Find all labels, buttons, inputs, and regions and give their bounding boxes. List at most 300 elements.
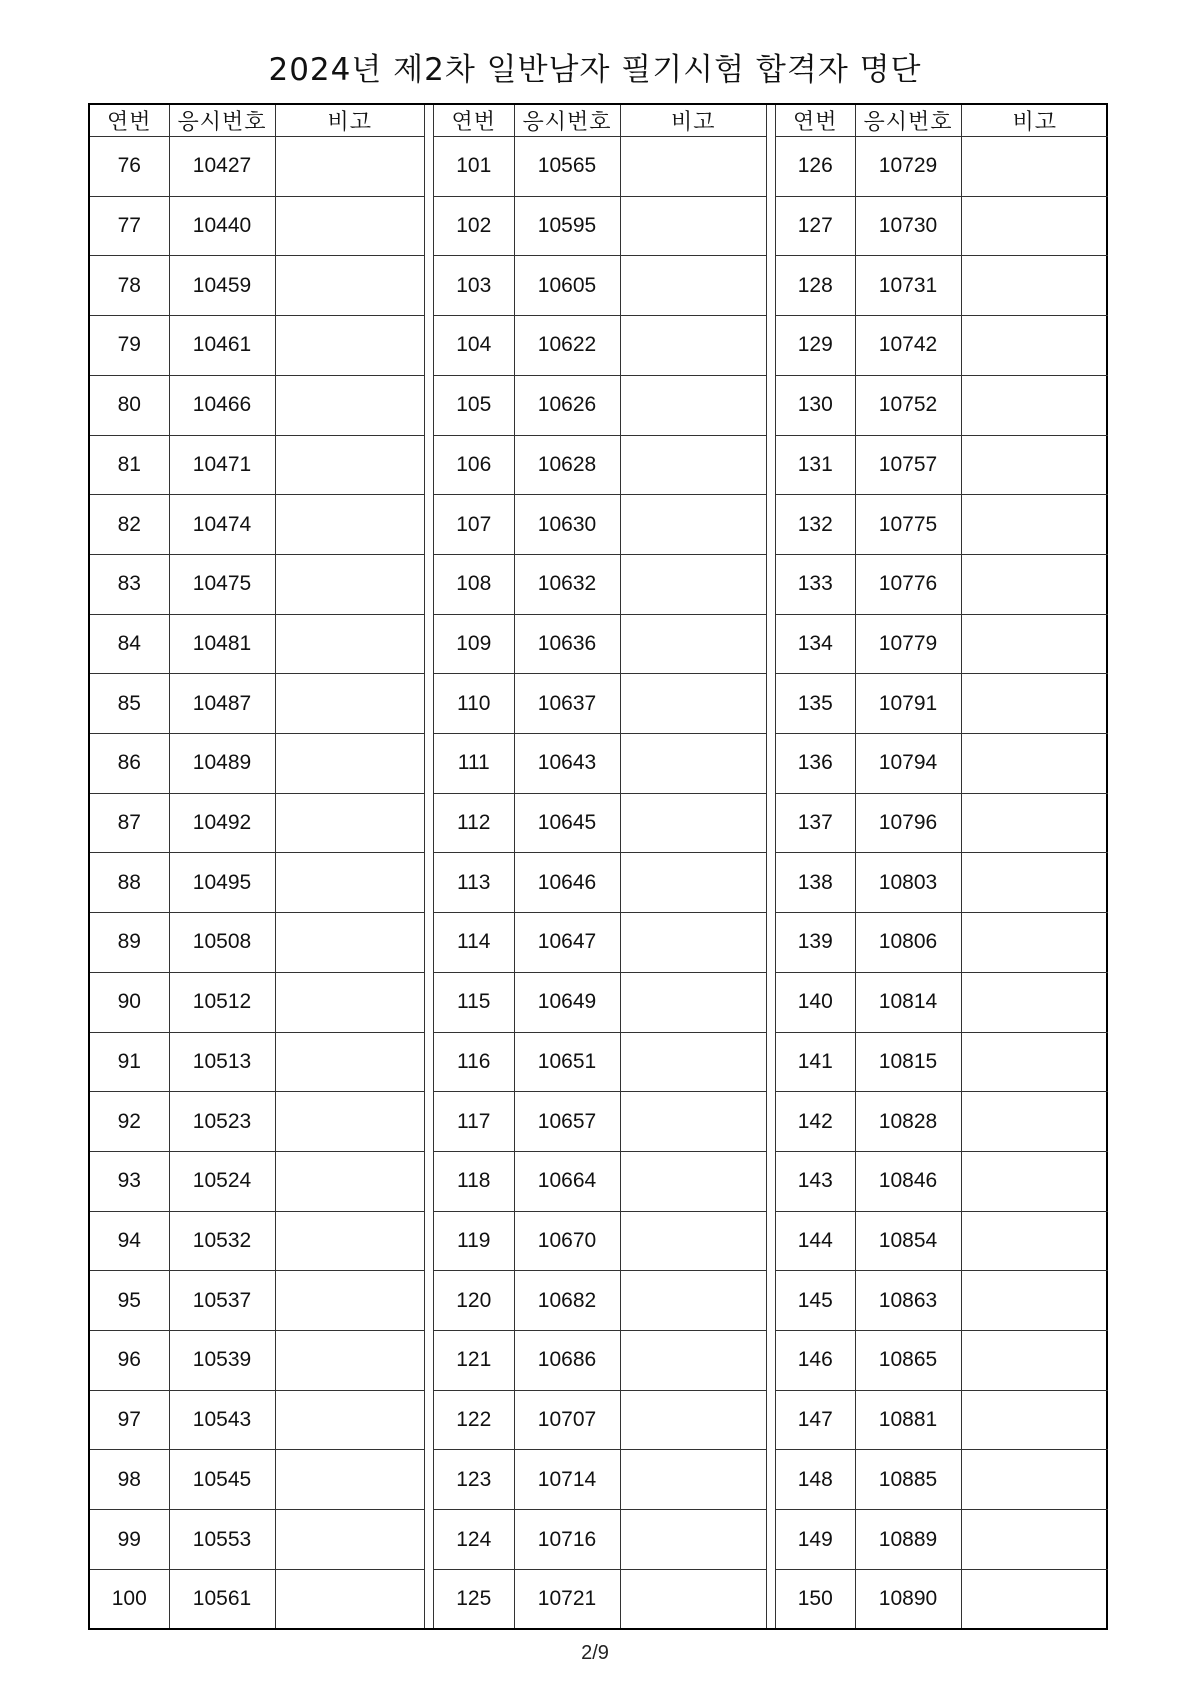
table-row bbox=[434, 256, 766, 316]
seq-cell: 146 bbox=[776, 1331, 855, 1391]
exam-no-cell: 10721 bbox=[514, 1569, 620, 1628]
table-row bbox=[776, 1510, 1108, 1570]
remark-cell bbox=[275, 1569, 424, 1628]
seq-cell: 89 bbox=[90, 913, 169, 973]
exam-no-cell: 10466 bbox=[169, 375, 275, 435]
header-seq: 연번 bbox=[90, 105, 169, 137]
table-body bbox=[90, 137, 424, 1629]
header-exam-no: 응시번호 bbox=[514, 105, 620, 137]
remark-cell bbox=[620, 435, 766, 495]
exam-no-cell: 10492 bbox=[169, 793, 275, 853]
table-block-1 bbox=[90, 105, 424, 1628]
seq-cell: 126 bbox=[776, 137, 855, 197]
exam-no-cell: 10427 bbox=[169, 137, 275, 197]
table-row bbox=[776, 614, 1108, 674]
remark-cell bbox=[620, 793, 766, 853]
remark-cell bbox=[620, 674, 766, 734]
remark-cell bbox=[275, 853, 424, 913]
seq-cell: 123 bbox=[434, 1450, 514, 1510]
seq-cell: 113 bbox=[434, 853, 514, 913]
seq-cell: 88 bbox=[90, 853, 169, 913]
seq-cell: 116 bbox=[434, 1032, 514, 1092]
seq-cell: 90 bbox=[90, 972, 169, 1032]
seq-cell: 138 bbox=[776, 853, 855, 913]
table-row bbox=[90, 435, 424, 495]
exam-no-cell: 10605 bbox=[514, 256, 620, 316]
table-row bbox=[90, 853, 424, 913]
table-row bbox=[434, 316, 766, 376]
exam-no-cell: 10885 bbox=[855, 1450, 961, 1510]
remark-cell bbox=[961, 1390, 1108, 1450]
exam-no-cell: 10636 bbox=[514, 614, 620, 674]
seq-cell: 130 bbox=[776, 375, 855, 435]
table-row bbox=[776, 137, 1108, 197]
exam-no-cell: 10686 bbox=[514, 1331, 620, 1391]
table-row bbox=[776, 316, 1108, 376]
remark-cell bbox=[620, 1390, 766, 1450]
table-row bbox=[776, 435, 1108, 495]
table-row bbox=[434, 435, 766, 495]
header-seq: 연번 bbox=[434, 105, 514, 137]
exam-no-cell: 10481 bbox=[169, 614, 275, 674]
table-row bbox=[90, 674, 424, 734]
exam-no-cell: 10543 bbox=[169, 1390, 275, 1450]
table-row bbox=[434, 1271, 766, 1331]
seq-cell: 135 bbox=[776, 674, 855, 734]
seq-cell: 107 bbox=[434, 495, 514, 555]
table-row bbox=[776, 1390, 1108, 1450]
exam-no-cell: 10779 bbox=[855, 614, 961, 674]
seq-cell: 97 bbox=[90, 1390, 169, 1450]
exam-no-cell: 10881 bbox=[855, 1390, 961, 1450]
table-row bbox=[776, 1271, 1108, 1331]
exam-no-cell: 10553 bbox=[169, 1510, 275, 1570]
exam-no-cell: 10513 bbox=[169, 1032, 275, 1092]
table-row bbox=[90, 734, 424, 794]
seq-cell: 131 bbox=[776, 435, 855, 495]
exam-no-cell: 10524 bbox=[169, 1151, 275, 1211]
table-row bbox=[90, 1092, 424, 1152]
exam-no-cell: 10537 bbox=[169, 1271, 275, 1331]
remark-cell bbox=[275, 375, 424, 435]
remark-cell bbox=[620, 1450, 766, 1510]
header-remark: 비고 bbox=[961, 105, 1108, 137]
seq-cell: 100 bbox=[90, 1569, 169, 1628]
table-row bbox=[90, 1510, 424, 1570]
table-row bbox=[776, 913, 1108, 973]
remark-cell bbox=[275, 1450, 424, 1510]
remark-cell bbox=[961, 1032, 1108, 1092]
exam-no-cell: 10714 bbox=[514, 1450, 620, 1510]
table-block-3 bbox=[776, 105, 1108, 1628]
exam-no-cell: 10707 bbox=[514, 1390, 620, 1450]
seq-cell: 120 bbox=[434, 1271, 514, 1331]
seq-cell: 105 bbox=[434, 375, 514, 435]
exam-no-cell: 10889 bbox=[855, 1510, 961, 1570]
seq-cell: 78 bbox=[90, 256, 169, 316]
remark-cell bbox=[961, 1450, 1108, 1510]
table-row bbox=[434, 793, 766, 853]
remark-cell bbox=[620, 554, 766, 614]
exam-no-cell: 10474 bbox=[169, 495, 275, 555]
remark-cell bbox=[275, 1032, 424, 1092]
table-row bbox=[776, 1151, 1108, 1211]
exam-no-cell: 10649 bbox=[514, 972, 620, 1032]
remark-cell bbox=[961, 137, 1108, 197]
seq-cell: 86 bbox=[90, 734, 169, 794]
exam-no-cell: 10716 bbox=[514, 1510, 620, 1570]
exam-no-cell: 10664 bbox=[514, 1151, 620, 1211]
table-row bbox=[90, 1331, 424, 1391]
remark-cell bbox=[620, 375, 766, 435]
exam-no-cell: 10682 bbox=[514, 1271, 620, 1331]
remark-cell bbox=[961, 435, 1108, 495]
seq-cell: 132 bbox=[776, 495, 855, 555]
exam-no-cell: 10670 bbox=[514, 1211, 620, 1271]
seq-cell: 101 bbox=[434, 137, 514, 197]
exam-no-cell: 10622 bbox=[514, 316, 620, 376]
seq-cell: 145 bbox=[776, 1271, 855, 1331]
exam-no-cell: 10890 bbox=[855, 1569, 961, 1628]
table-row bbox=[434, 913, 766, 973]
page-indicator: 2/9 bbox=[581, 1642, 609, 1664]
table-row bbox=[434, 495, 766, 555]
table-row bbox=[90, 495, 424, 555]
table-row bbox=[434, 137, 766, 197]
seq-cell: 84 bbox=[90, 614, 169, 674]
exam-no-cell: 10757 bbox=[855, 435, 961, 495]
remark-cell bbox=[620, 734, 766, 794]
header-seq: 연번 bbox=[776, 105, 855, 137]
table-row bbox=[434, 734, 766, 794]
exam-no-cell: 10626 bbox=[514, 375, 620, 435]
table-row bbox=[90, 375, 424, 435]
seq-cell: 96 bbox=[90, 1331, 169, 1391]
seq-cell: 121 bbox=[434, 1331, 514, 1391]
remark-cell bbox=[275, 972, 424, 1032]
table-row bbox=[776, 375, 1108, 435]
seq-cell: 77 bbox=[90, 196, 169, 256]
exam-no-cell: 10632 bbox=[514, 554, 620, 614]
table-row bbox=[434, 1569, 766, 1628]
table-row bbox=[776, 1450, 1108, 1510]
remark-cell bbox=[620, 1271, 766, 1331]
table-row bbox=[90, 1271, 424, 1331]
table-row bbox=[434, 1331, 766, 1391]
exam-no-cell: 10775 bbox=[855, 495, 961, 555]
seq-cell: 118 bbox=[434, 1151, 514, 1211]
remark-cell bbox=[275, 256, 424, 316]
remark-cell bbox=[620, 1569, 766, 1628]
exam-no-cell: 10646 bbox=[514, 853, 620, 913]
remark-cell bbox=[275, 734, 424, 794]
remark-cell bbox=[961, 1151, 1108, 1211]
remark-cell bbox=[961, 1331, 1108, 1391]
seq-cell: 147 bbox=[776, 1390, 855, 1450]
exam-no-cell: 10796 bbox=[855, 793, 961, 853]
exam-no-cell: 10731 bbox=[855, 256, 961, 316]
table-row bbox=[90, 913, 424, 973]
remark-cell bbox=[275, 1092, 424, 1152]
exam-no-cell: 10637 bbox=[514, 674, 620, 734]
remark-cell bbox=[961, 1569, 1108, 1628]
remark-cell bbox=[620, 256, 766, 316]
exam-no-cell: 10539 bbox=[169, 1331, 275, 1391]
header-row bbox=[90, 105, 424, 137]
exam-no-cell: 10512 bbox=[169, 972, 275, 1032]
remark-cell bbox=[620, 1151, 766, 1211]
table-row bbox=[90, 1032, 424, 1092]
seq-cell: 112 bbox=[434, 793, 514, 853]
remark-cell bbox=[961, 793, 1108, 853]
page-title: 2024년 제2차 일반남자 필기시험 합격자 명단 bbox=[268, 52, 922, 88]
seq-cell: 98 bbox=[90, 1450, 169, 1510]
remark-cell bbox=[620, 1092, 766, 1152]
table-row bbox=[90, 614, 424, 674]
exam-no-cell: 10865 bbox=[855, 1331, 961, 1391]
remark-cell bbox=[961, 1271, 1108, 1331]
remark-cell bbox=[275, 316, 424, 376]
table-row bbox=[776, 1032, 1108, 1092]
table-row bbox=[776, 1092, 1108, 1152]
header-remark: 비고 bbox=[620, 105, 766, 137]
exam-no-cell: 10523 bbox=[169, 1092, 275, 1152]
seq-cell: 91 bbox=[90, 1032, 169, 1092]
table-row bbox=[90, 972, 424, 1032]
exam-no-cell: 10647 bbox=[514, 913, 620, 973]
remark-cell bbox=[275, 435, 424, 495]
table-row bbox=[434, 674, 766, 734]
seq-cell: 83 bbox=[90, 554, 169, 614]
table-row bbox=[434, 1510, 766, 1570]
column-divider bbox=[424, 105, 434, 1628]
seq-cell: 81 bbox=[90, 435, 169, 495]
seq-cell: 115 bbox=[434, 972, 514, 1032]
remark-cell bbox=[620, 137, 766, 197]
table-row bbox=[776, 674, 1108, 734]
table-row bbox=[434, 1390, 766, 1450]
exam-no-cell: 10561 bbox=[169, 1569, 275, 1628]
remark-cell bbox=[275, 1390, 424, 1450]
exam-no-cell: 10459 bbox=[169, 256, 275, 316]
header-row bbox=[434, 105, 766, 137]
seq-cell: 140 bbox=[776, 972, 855, 1032]
seq-cell: 109 bbox=[434, 614, 514, 674]
remark-cell bbox=[275, 1151, 424, 1211]
table-row bbox=[776, 853, 1108, 913]
remark-cell bbox=[961, 256, 1108, 316]
results-table bbox=[88, 103, 1108, 1630]
remark-cell bbox=[620, 972, 766, 1032]
remark-cell bbox=[961, 734, 1108, 794]
seq-cell: 111 bbox=[434, 734, 514, 794]
remark-cell bbox=[961, 913, 1108, 973]
seq-cell: 110 bbox=[434, 674, 514, 734]
exam-no-cell: 10794 bbox=[855, 734, 961, 794]
remark-cell bbox=[275, 793, 424, 853]
table-row bbox=[776, 554, 1108, 614]
exam-no-cell: 10657 bbox=[514, 1092, 620, 1152]
seq-cell: 150 bbox=[776, 1569, 855, 1628]
seq-cell: 85 bbox=[90, 674, 169, 734]
exam-no-cell: 10651 bbox=[514, 1032, 620, 1092]
remark-cell bbox=[620, 316, 766, 376]
column-divider bbox=[766, 105, 776, 1628]
seq-cell: 133 bbox=[776, 554, 855, 614]
table-row bbox=[776, 196, 1108, 256]
remark-cell bbox=[961, 554, 1108, 614]
remark-cell bbox=[620, 1331, 766, 1391]
table-row bbox=[434, 196, 766, 256]
table-row bbox=[90, 554, 424, 614]
remark-cell bbox=[275, 554, 424, 614]
remark-cell bbox=[275, 1271, 424, 1331]
table-row bbox=[434, 1092, 766, 1152]
exam-no-cell: 10487 bbox=[169, 674, 275, 734]
seq-cell: 144 bbox=[776, 1211, 855, 1271]
remark-cell bbox=[620, 913, 766, 973]
exam-no-cell: 10565 bbox=[514, 137, 620, 197]
header-row bbox=[776, 105, 1108, 137]
table-row bbox=[434, 375, 766, 435]
seq-cell: 136 bbox=[776, 734, 855, 794]
seq-cell: 127 bbox=[776, 196, 855, 256]
remark-cell bbox=[961, 375, 1108, 435]
exam-no-cell: 10532 bbox=[169, 1211, 275, 1271]
table-row bbox=[90, 1151, 424, 1211]
seq-cell: 148 bbox=[776, 1450, 855, 1510]
table-row bbox=[90, 793, 424, 853]
header-exam-no: 응시번호 bbox=[169, 105, 275, 137]
exam-no-cell: 10628 bbox=[514, 435, 620, 495]
remark-cell bbox=[275, 196, 424, 256]
seq-cell: 129 bbox=[776, 316, 855, 376]
remark-cell bbox=[275, 137, 424, 197]
seq-cell: 94 bbox=[90, 1211, 169, 1271]
seq-cell: 87 bbox=[90, 793, 169, 853]
exam-no-cell: 10854 bbox=[855, 1211, 961, 1271]
seq-cell: 80 bbox=[90, 375, 169, 435]
seq-cell: 141 bbox=[776, 1032, 855, 1092]
remark-cell bbox=[961, 1092, 1108, 1152]
exam-no-cell: 10489 bbox=[169, 734, 275, 794]
exam-no-cell: 10752 bbox=[855, 375, 961, 435]
seq-cell: 142 bbox=[776, 1092, 855, 1152]
seq-cell: 93 bbox=[90, 1151, 169, 1211]
table-row bbox=[776, 793, 1108, 853]
exam-no-cell: 10730 bbox=[855, 196, 961, 256]
seq-cell: 117 bbox=[434, 1092, 514, 1152]
table-row bbox=[434, 853, 766, 913]
remark-cell bbox=[620, 1211, 766, 1271]
exam-no-cell: 10461 bbox=[169, 316, 275, 376]
remark-cell bbox=[961, 674, 1108, 734]
exam-no-cell: 10440 bbox=[169, 196, 275, 256]
table-body bbox=[434, 137, 766, 1629]
seq-cell: 124 bbox=[434, 1510, 514, 1570]
exam-no-cell: 10475 bbox=[169, 554, 275, 614]
seq-cell: 108 bbox=[434, 554, 514, 614]
exam-no-cell: 10815 bbox=[855, 1032, 961, 1092]
seq-cell: 103 bbox=[434, 256, 514, 316]
seq-cell: 122 bbox=[434, 1390, 514, 1450]
header-exam-no: 응시번호 bbox=[855, 105, 961, 137]
exam-no-cell: 10803 bbox=[855, 853, 961, 913]
seq-cell: 106 bbox=[434, 435, 514, 495]
remark-cell bbox=[275, 495, 424, 555]
table-row bbox=[434, 554, 766, 614]
exam-no-cell: 10776 bbox=[855, 554, 961, 614]
seq-cell: 104 bbox=[434, 316, 514, 376]
remark-cell bbox=[275, 913, 424, 973]
remark-cell bbox=[620, 495, 766, 555]
seq-cell: 76 bbox=[90, 137, 169, 197]
seq-cell: 102 bbox=[434, 196, 514, 256]
remark-cell bbox=[275, 1510, 424, 1570]
seq-cell: 143 bbox=[776, 1151, 855, 1211]
table-row bbox=[776, 1569, 1108, 1628]
seq-cell: 125 bbox=[434, 1569, 514, 1628]
table-row bbox=[90, 137, 424, 197]
table-row bbox=[434, 614, 766, 674]
exam-no-cell: 10846 bbox=[855, 1151, 961, 1211]
seq-cell: 79 bbox=[90, 316, 169, 376]
exam-no-cell: 10806 bbox=[855, 913, 961, 973]
remark-cell bbox=[961, 495, 1108, 555]
table-row bbox=[434, 972, 766, 1032]
remark-cell bbox=[961, 853, 1108, 913]
remark-cell bbox=[961, 196, 1108, 256]
exam-no-cell: 10630 bbox=[514, 495, 620, 555]
remark-cell bbox=[961, 1510, 1108, 1570]
seq-cell: 119 bbox=[434, 1211, 514, 1271]
seq-cell: 114 bbox=[434, 913, 514, 973]
remark-cell bbox=[275, 1331, 424, 1391]
remark-cell bbox=[275, 614, 424, 674]
exam-no-cell: 10828 bbox=[855, 1092, 961, 1152]
remark-cell bbox=[620, 853, 766, 913]
table-row bbox=[434, 1450, 766, 1510]
table-row bbox=[776, 1331, 1108, 1391]
exam-no-cell: 10814 bbox=[855, 972, 961, 1032]
remark-cell bbox=[961, 316, 1108, 376]
exam-no-cell: 10595 bbox=[514, 196, 620, 256]
table-row bbox=[90, 1390, 424, 1450]
seq-cell: 149 bbox=[776, 1510, 855, 1570]
remark-cell bbox=[620, 196, 766, 256]
exam-no-cell: 10495 bbox=[169, 853, 275, 913]
exam-no-cell: 10791 bbox=[855, 674, 961, 734]
remark-cell bbox=[961, 972, 1108, 1032]
table-row bbox=[90, 1450, 424, 1510]
remark-cell bbox=[961, 614, 1108, 674]
table-row bbox=[90, 316, 424, 376]
table-row bbox=[90, 256, 424, 316]
table-block-2 bbox=[434, 105, 766, 1628]
seq-cell: 128 bbox=[776, 256, 855, 316]
seq-cell: 92 bbox=[90, 1092, 169, 1152]
seq-cell: 99 bbox=[90, 1510, 169, 1570]
table-row bbox=[90, 196, 424, 256]
exam-no-cell: 10643 bbox=[514, 734, 620, 794]
exam-no-cell: 10742 bbox=[855, 316, 961, 376]
seq-cell: 137 bbox=[776, 793, 855, 853]
exam-no-cell: 10645 bbox=[514, 793, 620, 853]
remark-cell bbox=[620, 1032, 766, 1092]
table-row bbox=[434, 1151, 766, 1211]
seq-cell: 134 bbox=[776, 614, 855, 674]
exam-no-cell: 10545 bbox=[169, 1450, 275, 1510]
